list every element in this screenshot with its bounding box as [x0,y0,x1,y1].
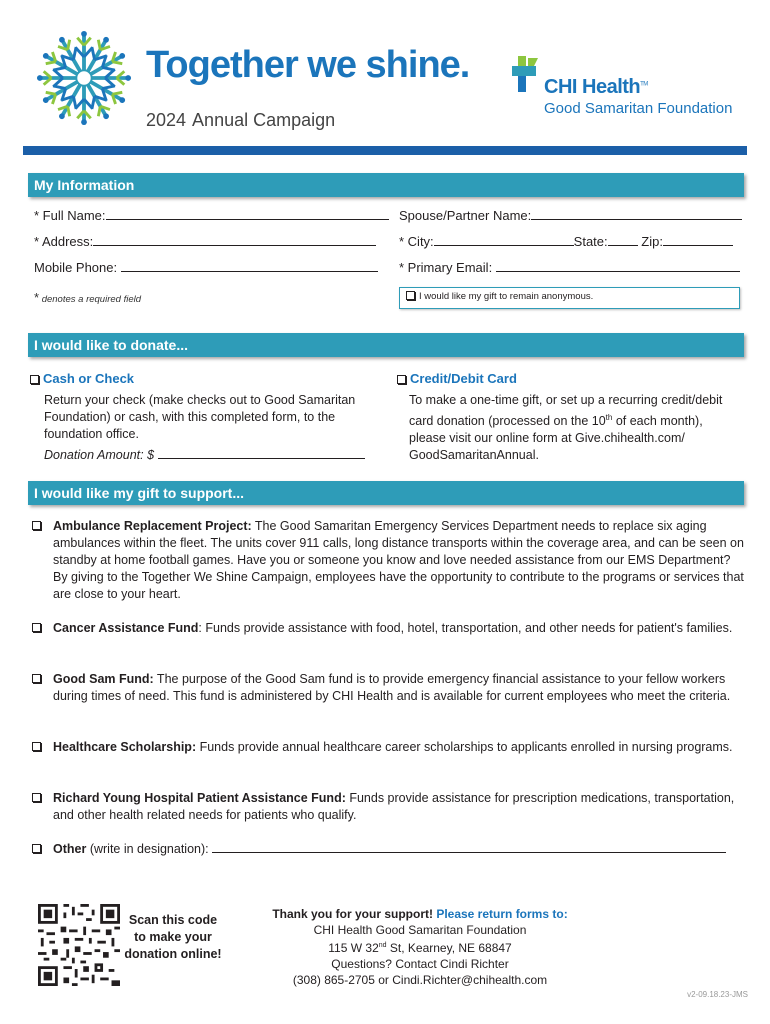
header-divider [23,146,747,155]
fund-checkbox[interactable] [32,742,41,751]
fund-cancer-assistance[interactable]: Cancer Assistance Fund: Funds provide assistance with food, hotel, transportation, and other needs for patient's families. [32,620,744,637]
anonymous-label: I would like my gift to remain anonymous. [419,291,594,302]
mobile-phone-field[interactable]: Mobile Phone: [34,260,378,275]
donation-amount-field[interactable]: Donation Amount: $ [44,447,365,462]
fund-checkbox[interactable] [32,623,41,632]
trademark-mark: TM [640,81,648,88]
fund-ambulance[interactable]: Ambulance Replacement Project: The Good Samaritan Emergency Services Department needs to replace six aging ambulances within the fleet. The units cover 911 calls, long distance transports within the coverage area, and can be seen on standby at home football games. Have you or someone you know and love needed assistance from our EMS Department? By giving to the Together We Shine Campaign, employees have the opportunity to contribute to the programs or services that are close to your heart. [32,518,744,603]
city-state-zip-field[interactable]: * City: State: Zip: [399,234,733,249]
cash-check-option[interactable]: Cash or Check [30,371,134,386]
campaign-subtitle [146,110,335,131]
fund-checkbox[interactable] [32,674,41,683]
fund-patient-assistance[interactable]: Richard Young Hospital Patient Assistance Fund: Funds provide assistance for prescription medications, transportation, and other health related needs for patients who qualify. [32,790,744,824]
page-header [0,0,770,150]
fund-checkbox[interactable] [32,844,41,853]
version-code: v2-09.18.23-JMS [687,990,748,999]
credit-card-description: To make a one-time gift, or set up a recurring credit/debit card donation (processed on the 10th of each month), please visit our online form at Give.chihealth.com/ GoodSamaritanAnnual. [409,393,723,463]
campaign-year: 2024 [146,110,187,130]
full-name-field[interactable]: * Full Name: [34,208,389,223]
primary-email-field[interactable]: * Primary Email: [399,260,740,275]
section-support: I would like my gift to support... [28,481,744,505]
return-org: CHI Health Good Samaritan Foundation [313,923,527,937]
chi-health-name: CHI Health™ [544,76,648,98]
credit-card-option[interactable]: Credit/Debit Card [397,371,517,386]
return-text: Please return forms to: [432,907,568,921]
cash-check-checkbox[interactable] [30,375,39,384]
questions-contact: Questions? Contact Cindi Richter [331,957,509,971]
fund-checkbox[interactable] [32,793,41,802]
fund-healthcare-scholarship[interactable]: Healthcare Scholarship: Funds provide annual healthcare career scholarships to applicants enrolled in nursing programs. [32,739,744,756]
cash-check-description: Return your check (make checks out to Good Samaritan Foundation) or cash, with this completed form, to the foundation office. [44,393,356,441]
fund-good-sam[interactable]: Good Sam Fund: The purpose of the Good Sam fund is to provide emergency financial assistance to your fellow workers during times of need. This fund is administered by CHI Health and is available for current employees who meet the criteria. [32,671,744,705]
return-street: 115 W 32nd St, Kearney, NE 68847 [328,941,512,955]
address-field[interactable]: * Address: [34,234,376,249]
return-info [270,906,570,988]
snowflake-logo-icon [36,30,132,126]
fund-other[interactable]: Other (write in designation): [32,841,744,858]
credit-card-checkbox[interactable] [397,375,406,384]
section-my-information: My Information [28,173,744,197]
chi-health-mark-icon [508,54,542,94]
chi-health-logo [508,52,738,122]
scan-instructions: Scan this code to make your donation online! [124,913,222,961]
section-donate: I would like to donate... [28,333,744,357]
anonymous-option[interactable] [399,287,740,309]
campaign-name: Annual Campaign [192,110,336,130]
spouse-name-field[interactable]: Spouse/Partner Name: [399,208,742,223]
qr-code-icon[interactable] [38,904,120,986]
thanks-text: Thank you for your support! [272,907,433,921]
foundation-name: Good Samaritan Foundation [544,100,733,117]
page-title: Together we shine. [146,44,470,86]
fund-checkbox[interactable] [32,521,41,530]
contact-details: (308) 865-2705 or Cindi.Richter@chihealth.com [292,973,548,987]
anonymous-checkbox[interactable] [406,291,415,300]
required-note: * denotes a required field [34,290,141,305]
